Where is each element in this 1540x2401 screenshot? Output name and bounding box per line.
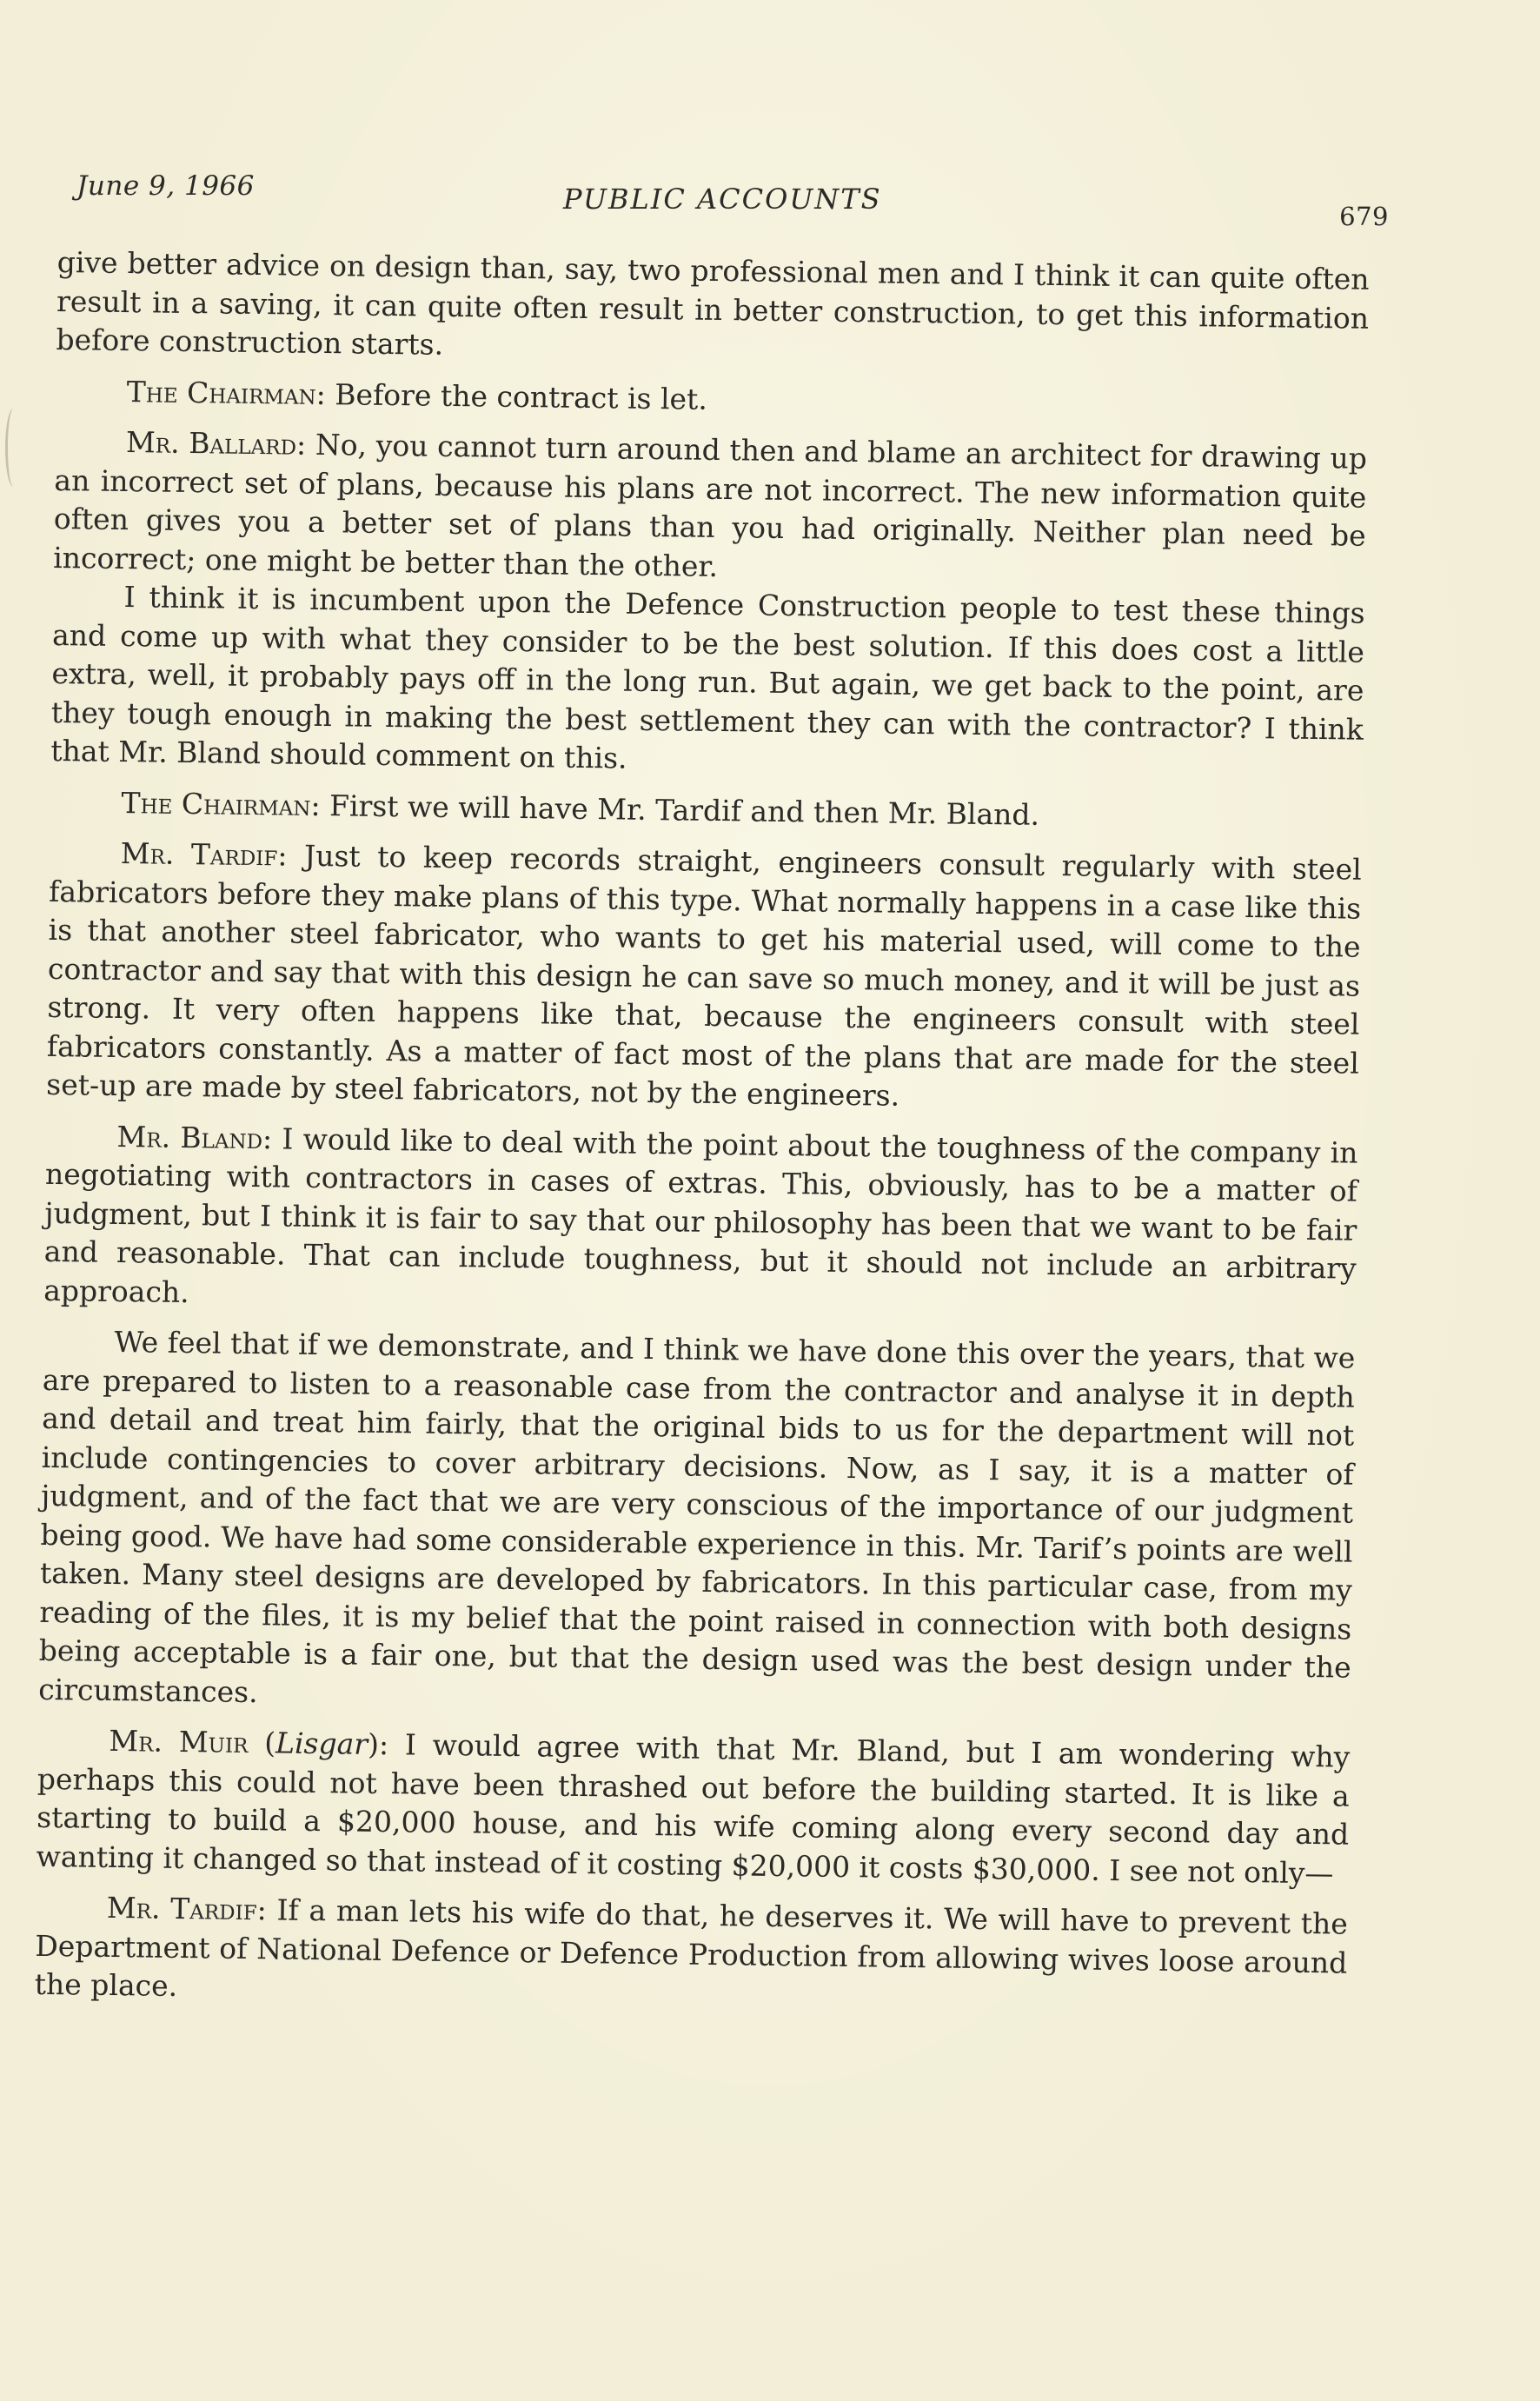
paragraph-text: give better advice on design than, say, two professional men and I think it can quite often result in a saving, it can quite often result in better construction, to get this information before construction starts. [56, 244, 1370, 362]
binding-mark [5, 409, 22, 487]
riding-name: Lisgar [275, 1726, 368, 1761]
paragraph-text: I think it is incumbent upon the Defence Construction people to test these things and come up with what they consider to be the best solution. If this does cost a little extra, well, it probably pays off in the long run. But again, we get back to the point, are they tough enough in making the best settlement they can with the contractor? I think that Mr. Bland should comment on this. [50, 580, 1365, 775]
paragraph-tardif-2 [34, 1888, 1348, 2021]
speaker-name: Mr. Ballard: [125, 425, 307, 462]
paragraph-text: Just to keep records straight, engineers consult regularly with steel fabricators before they make plans of this type. What normally happens in a case like this is that another steel fabricator, who wants to get his material used, will come to the contractor and say that with this design he can save so much money, and it will be just as strong. It very often happens like that, because the engineers consult with steel fabricators constantly. As a matter of fact most of the plans that are made for the steel set-up are made by steel fabricators, not by the engineers. [46, 838, 1362, 1113]
paragraph-ballard [53, 422, 1367, 595]
paragraph-bland-2 [38, 1322, 1356, 1726]
paragraph-text: : I would agree with that Mr. Bland, but I am wondering why perhaps this could not have been thrashed out before the building started. It is like a starting to build a $20,000 house, and his wife coming along every second day and wanting it changed so that instead of it costing $20,000 it costs $30,000. I see not only— [36, 1726, 1351, 1890]
speaker-name: Mr. Muir [109, 1723, 249, 1760]
header-date: June 9, 1966 [76, 170, 255, 202]
page-number: 679 [1339, 202, 1389, 231]
paragraph-ballard-cont [50, 577, 1365, 788]
paragraph-text: If a man lets his wife do that, he deserves it. We will have to prevent the Department of National Defence or Defence Production from allowing wives loose around the place. [34, 1892, 1349, 2003]
header-title: PUBLIC ACCOUNTS [563, 183, 882, 216]
running-header [76, 170, 1389, 231]
paragraph-chairman-2 [50, 782, 1362, 838]
paragraph-text: No, you cannot turn around then and blame an architect for drawing up an incorrect set of plans, because his plans are not incorrect. The new information quite often gives you a better set of plans than you had originally. Neither plan need be incorrect; one might be better than the other. [53, 427, 1368, 583]
speaker-name: The Chairman: [126, 374, 327, 411]
speaker-name: Mr. Tardif: [106, 1890, 268, 1927]
speaker-name: Mr. Tardif: [120, 836, 288, 873]
speaker-name: Mr. Bland: [116, 1119, 273, 1155]
paragraph-chairman-1 [55, 371, 1367, 427]
paragraph-muir: Mr. Muir (Lisgar): I would agree with that Mr. Bland, but I am wondering why perhaps this could not have been thrashed out before the building started. It is like a starting to build a $20,000 house, and his wife coming along every second day and wanting it changed so that instead of it costing $20,000 it costs $30,000. I see not only— [36, 1723, 1351, 1890]
body-text [34, 243, 1370, 2033]
paragraph-bland-1 [43, 1116, 1358, 1327]
paragraph-text: First we will have Mr. Tardif and then Mr. Bland. [320, 788, 1040, 832]
speaker-name: The Chairman: [121, 785, 321, 822]
paragraph-tardif-1 [46, 834, 1362, 1121]
paragraph-text: I would like to deal with the point about the toughness of the company in negotiating with contractors in cases of extras. This, obviously, has to be a matter of judgment, but I think it is fair to say that our philosophy has been that we want to be fair and reasonable. That can include toughness, but it should not include an arbitrary approach. [43, 1121, 1358, 1309]
paragraph-text: Before the contract is let. [325, 376, 708, 416]
paragraph-continuation [56, 243, 1370, 376]
paragraph-text: We feel that if we demonstrate, and I think we have done this over the years, that we are prepared to listen to a reasonable case from the contractor and analyse it in depth and detail and treat him fairly, that the original bids to us for the department will not include contingencies to cover arbitrary decisions. Now, as I say, it is a matter of judgment, and of the fact that we are very conscious of the importance of our judgment being good. We have had some considerable experience in this. Mr. Tarif’s points are well taken. Many steel designs are developed by fabricators. In this particular case, from my reading of the files, it is my belief that the point raised in connection with both designs being acceptable is a fair one, but that the design used was the best design under the circumstances. [37, 1324, 1356, 1709]
